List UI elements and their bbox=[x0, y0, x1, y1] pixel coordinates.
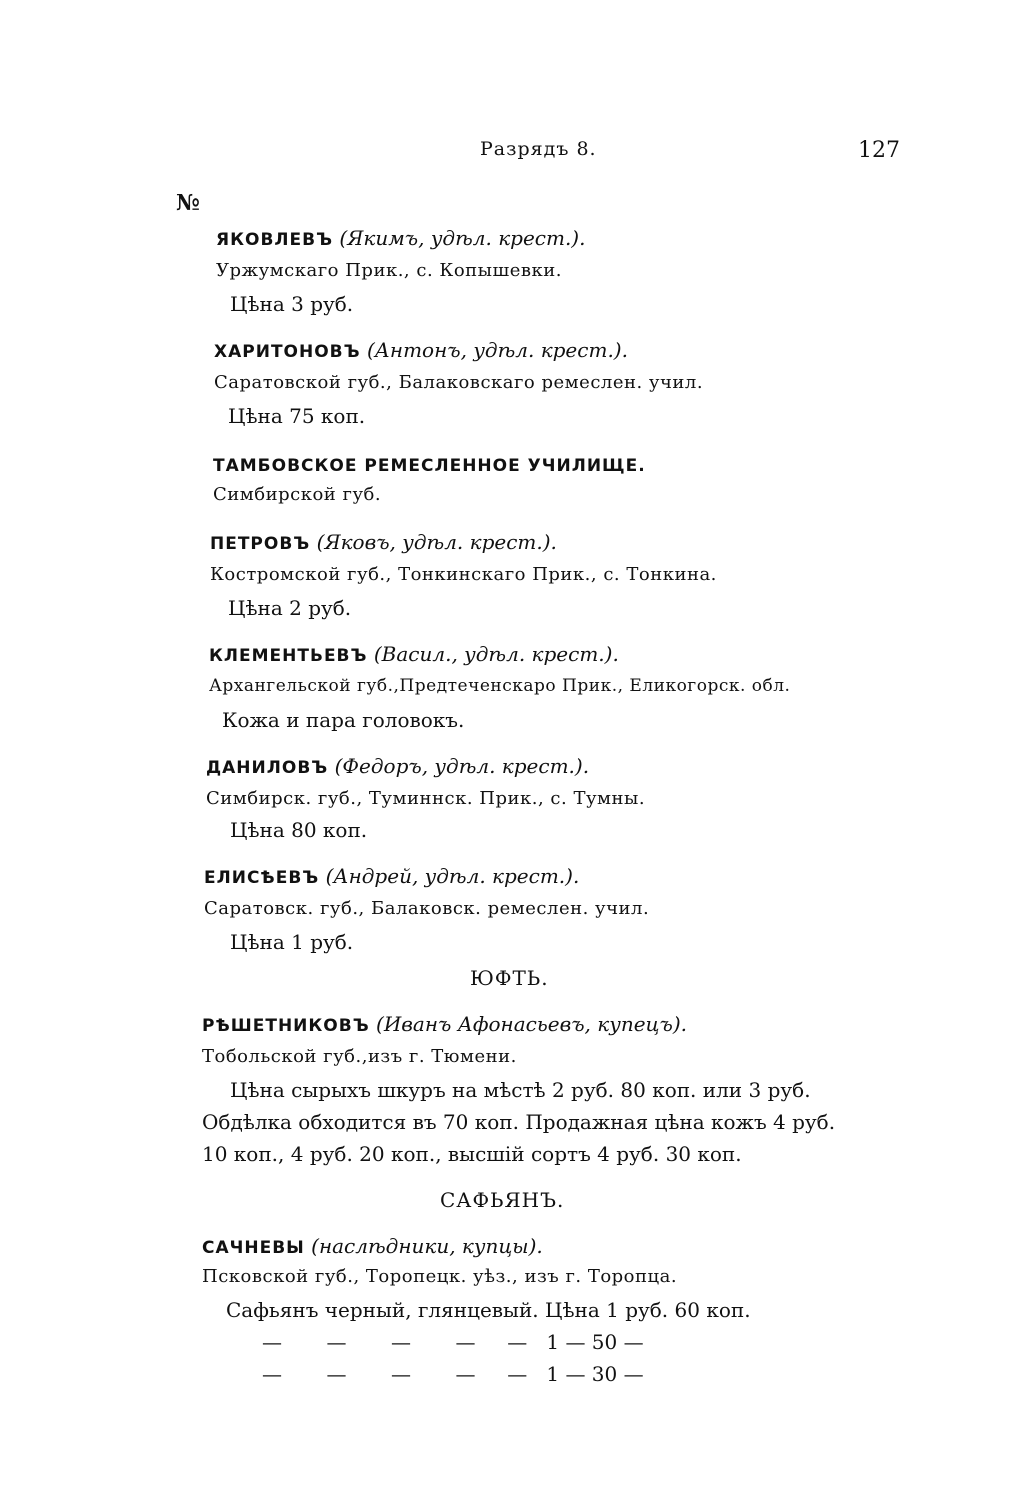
entry-place: Костромской губ., Тонкинскаго Прик., с. Тонкина. bbox=[210, 564, 717, 585]
entry-heading bbox=[213, 452, 646, 476]
entry-name: ТАМБОВСКОЕ РЕМЕСЛЕННОЕ УЧИЛИЩЕ. bbox=[213, 456, 646, 476]
entry-heading bbox=[204, 864, 579, 888]
ditto-row: — — — — — 1 — 30 — bbox=[262, 1362, 644, 1386]
section-title-safyan: САФЬЯНЪ. bbox=[440, 1188, 565, 1212]
body-text-line: Сафьянъ черный, глянцевый. Цѣна 1 руб. 60 коп. bbox=[226, 1298, 751, 1322]
entry-heading bbox=[216, 226, 585, 250]
entry-heading bbox=[206, 754, 589, 778]
section-title-yuft: ЮФТЬ. bbox=[470, 966, 549, 990]
body-text-line: 10 коп., 4 руб. 20 коп., высшiй сортъ 4 руб. 30 коп. bbox=[202, 1142, 742, 1166]
entry-price: Цѣна 3 руб. bbox=[230, 292, 354, 316]
entry-place: Уржумскаго Прик., с. Копышевки. bbox=[216, 260, 562, 281]
entry-qualifier: (Андрей, удѣл. крест.). bbox=[325, 864, 580, 888]
body-text-line: Обдѣлка обходится въ 70 коп. Продажная цѣна кожъ 4 руб. bbox=[202, 1110, 836, 1134]
entry-place: Симбирск. губ., Туминнск. Прик., с. Тумны. bbox=[206, 788, 646, 809]
entry-name: ДАНИЛОВЪ bbox=[206, 758, 329, 778]
entry-name: САЧНЕВЫ bbox=[202, 1238, 305, 1258]
entry-heading bbox=[202, 1234, 543, 1258]
entry-name: ЕЛИСѢЕВЪ bbox=[204, 868, 320, 888]
entry-price: Цѣна 2 руб. bbox=[228, 596, 352, 620]
entry-heading bbox=[210, 530, 557, 554]
entry-name: ПЕТРОВЪ bbox=[210, 534, 311, 554]
numero-sign: № bbox=[176, 190, 200, 216]
entry-qualifier: (Федоръ, удѣл. крест.). bbox=[334, 754, 590, 778]
entry-qualifier: (Якимъ, удѣл. крест.). bbox=[339, 226, 586, 250]
entry-name: ЯКОВЛЕВЪ bbox=[216, 230, 334, 250]
entry-heading bbox=[214, 338, 628, 362]
body-text-line: Цѣна сырыхъ шкуръ на мѣстѣ 2 руб. 80 коп. или 3 руб. bbox=[230, 1078, 811, 1102]
entry-place: Тобольской губ.,изъ г. Тюмени. bbox=[202, 1046, 517, 1067]
running-head: Разрядъ 8. bbox=[480, 138, 597, 160]
entry-place: Архангельской губ.,Предтеченскаро Прик., Еликогорск. обл. bbox=[209, 676, 791, 696]
entry-name: РѢШЕТНИКОВЪ bbox=[202, 1016, 370, 1036]
entry-qualifier: (наслѣдники, купцы). bbox=[311, 1234, 543, 1258]
entry-qualifier: (Иванъ Афонасьевъ, купецъ). bbox=[376, 1012, 687, 1036]
entry-place: Саратовской губ., Балаковскаго ремеслен. учил. bbox=[214, 372, 704, 393]
entry-place: Симбирской губ. bbox=[213, 484, 382, 505]
entry-price: Цѣна 75 коп. bbox=[228, 404, 366, 428]
entry-price: Цѣна 1 руб. bbox=[230, 930, 354, 954]
entry-heading bbox=[202, 1012, 687, 1036]
entry-name: ХАРИТОНОВЪ bbox=[214, 342, 361, 362]
entry-price: Кожа и пара головокъ. bbox=[222, 708, 465, 732]
entry-qualifier: (Яковъ, удѣл. крест.). bbox=[316, 530, 557, 554]
entry-price: Цѣна 80 коп. bbox=[230, 818, 368, 842]
page-number: 127 bbox=[858, 138, 900, 163]
entry-name: КЛЕМЕНТЬЕВЪ bbox=[209, 646, 368, 666]
entry-place: Саратовск. губ., Балаковск. ремеслен. учил. bbox=[204, 898, 650, 919]
entry-heading bbox=[209, 642, 619, 666]
entry-qualifier: (Антонъ, удѣл. крест.). bbox=[366, 338, 628, 362]
entry-place: Псковской губ., Торопецк. уѣз., изъ г. Торопца. bbox=[202, 1266, 678, 1287]
entry-qualifier: (Васил., удѣл. крест.). bbox=[373, 642, 619, 666]
ditto-row: — — — — — 1 — 50 — bbox=[262, 1330, 644, 1354]
